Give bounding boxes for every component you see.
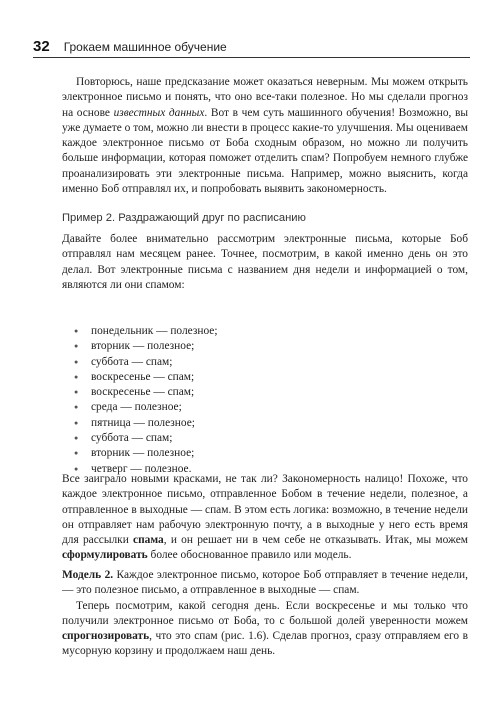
model-2-block <box>62 568 468 660</box>
list-item: ● суббота — спам; <box>74 431 218 446</box>
section-heading: Пример 2. Раздражающий друг по расписанию <box>62 212 306 224</box>
emphasis-known-data: известных данных <box>113 106 205 119</box>
paragraph: Модель 2. Каждое электронное письмо, которое Боб отправляет в течение недели, — это полезное письмо, а отправленное в выходные — спам. <box>62 569 468 597</box>
list-item: ● пятница — полезное; <box>74 416 218 431</box>
paragraph-pattern <box>62 472 468 564</box>
list-item: ● воскресенье — спам; <box>74 370 218 385</box>
bold-spam: спама <box>133 534 164 547</box>
list-item: ● вторник — полезное; <box>74 446 218 461</box>
email-day-list <box>74 324 218 477</box>
paragraph: Теперь посмотрим, какой сегодня день. Если воскресенье и мы только что получили электронное письмо от Боба, то с большой долей уверенности можем спрогнозировать, что это спам (рис. 1.6). Сделав прогноз, сразу отправляем его в мусорную корзину и продолжаем наш день. <box>62 599 468 658</box>
list-item: ● среда — полезное; <box>74 400 218 415</box>
page-number: 32 <box>33 38 50 55</box>
book-title: Грокаем машинное обучение <box>63 40 227 54</box>
running-header <box>33 38 227 55</box>
header-divider <box>33 57 470 58</box>
list-item: ● суббота — спам; <box>74 355 218 370</box>
list-item: ● вторник — полезное; <box>74 339 218 354</box>
paragraph: Давайте более внимательно рассмотрим электронные письма, которые Боб отправлял нам месяцем ранее. Точнее, посмотрим, в какой именно день он это делал. Вот электронные письма с названием дня недели и информацией о том, являются ли они спамом: <box>62 233 468 291</box>
list-item: ● воскресенье — спам; <box>74 385 218 400</box>
paragraph-intro <box>62 75 468 197</box>
model-label: Модель 2. <box>62 569 114 581</box>
paragraph: Все заиграло новыми красками, не так ли? Закономерность налицо! Похоже, что каждое электронное письмо, отправленное Бобом в течение недели, полезное, а отправленное в выходные — спам. В этом есть логика: возможно, в течение недели он отправляет нам рабочую электронную почту, а в выходные у него есть время для рассылки спама, и он решает ни в чем себе не отказывать. Итак, мы можем сформулировать более обоснованное правило или модель. <box>62 473 469 562</box>
bold-predict: спрогнозировать <box>62 630 150 643</box>
paragraph: Повторюсь, наше предсказание может оказаться неверным. Мы можем открыть электронное письмо и понять, что оно все-таки полезное. Но мы сделали прогноз на основе известных данных. Вот в чем суть машинного обучения! Возможно, вы уже думаете о том, можно ли внести в процесс какие-то улучшения. Мы оцениваем каждое электронное письмо от Боба сходным образом, но можно ли получить больше информации, которая поможет отделить спам? Попробуем немного глубже проанализировать эти электронные письма. Например, можно выяснить, когда именно Боб отправлял их, и попробовать выявить закономерность. <box>62 76 469 196</box>
paragraph-example <box>62 232 468 293</box>
list-item: ● четверг — полезное. <box>74 462 218 477</box>
bold-formulate: сформулировать <box>62 549 148 562</box>
list-item: ● понедельник — полезное; <box>74 324 218 339</box>
